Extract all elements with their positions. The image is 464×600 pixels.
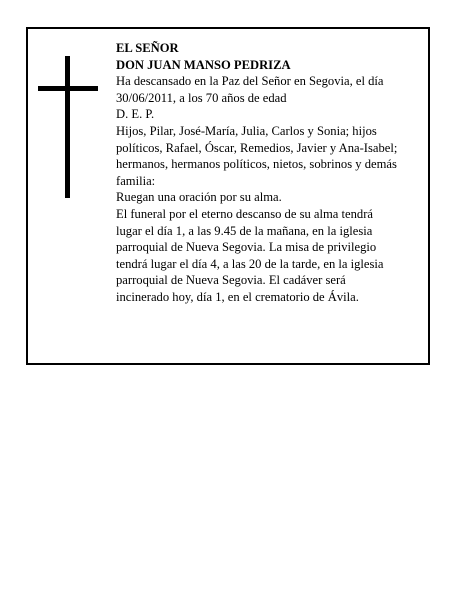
funeral-line-2: lugar el día 1, a las 9.45 de la mañana, en la iglesia bbox=[116, 223, 373, 238]
heading-line-1: EL SEÑOR bbox=[116, 41, 179, 55]
family-line-4: familia: bbox=[116, 173, 156, 188]
family-line-2: políticos, Rafael, Óscar, Remedios, Javier y Ana-Isabel; bbox=[116, 140, 398, 155]
dep-line: D. E. P. bbox=[116, 107, 155, 122]
cross-vertical-bar bbox=[65, 56, 70, 198]
deceased-name: DON JUAN MANSO PEDRIZA bbox=[116, 57, 291, 72]
obituary-notice bbox=[26, 27, 430, 365]
prayer-line: Ruegan una oración por su alma. bbox=[116, 190, 282, 205]
family-line-3: hermanos, hermanos políticos, nietos, sobrinos y demás bbox=[116, 157, 397, 172]
funeral-line-4: tendrá lugar el día 4, a las 20 de la tarde, en la iglesia bbox=[116, 256, 384, 271]
funeral-line-1: El funeral por el eterno descanso de su alma tendrá bbox=[116, 206, 374, 221]
rest-line-2: 30/06/2011, a los 70 años de edad bbox=[116, 90, 287, 105]
funeral-line-6: incinerado hoy, día 1, en el crematorio de Ávila. bbox=[116, 289, 359, 304]
cross-horizontal-bar bbox=[38, 86, 98, 91]
family-line-1: Hijos, Pilar, José-María, Julia, Carlos y Sonia; hijos bbox=[116, 123, 377, 138]
funeral-line-3: parroquial de Nueva Segovia. La misa de privilegio bbox=[116, 240, 377, 255]
rest-line-1: Ha descansado en la Paz del Señor en Segovia, el día bbox=[116, 74, 384, 89]
notice-text bbox=[116, 40, 426, 306]
cross-icon bbox=[38, 56, 98, 198]
funeral-line-5: parroquial de Nueva Segovia. El cadáver será bbox=[116, 273, 346, 288]
